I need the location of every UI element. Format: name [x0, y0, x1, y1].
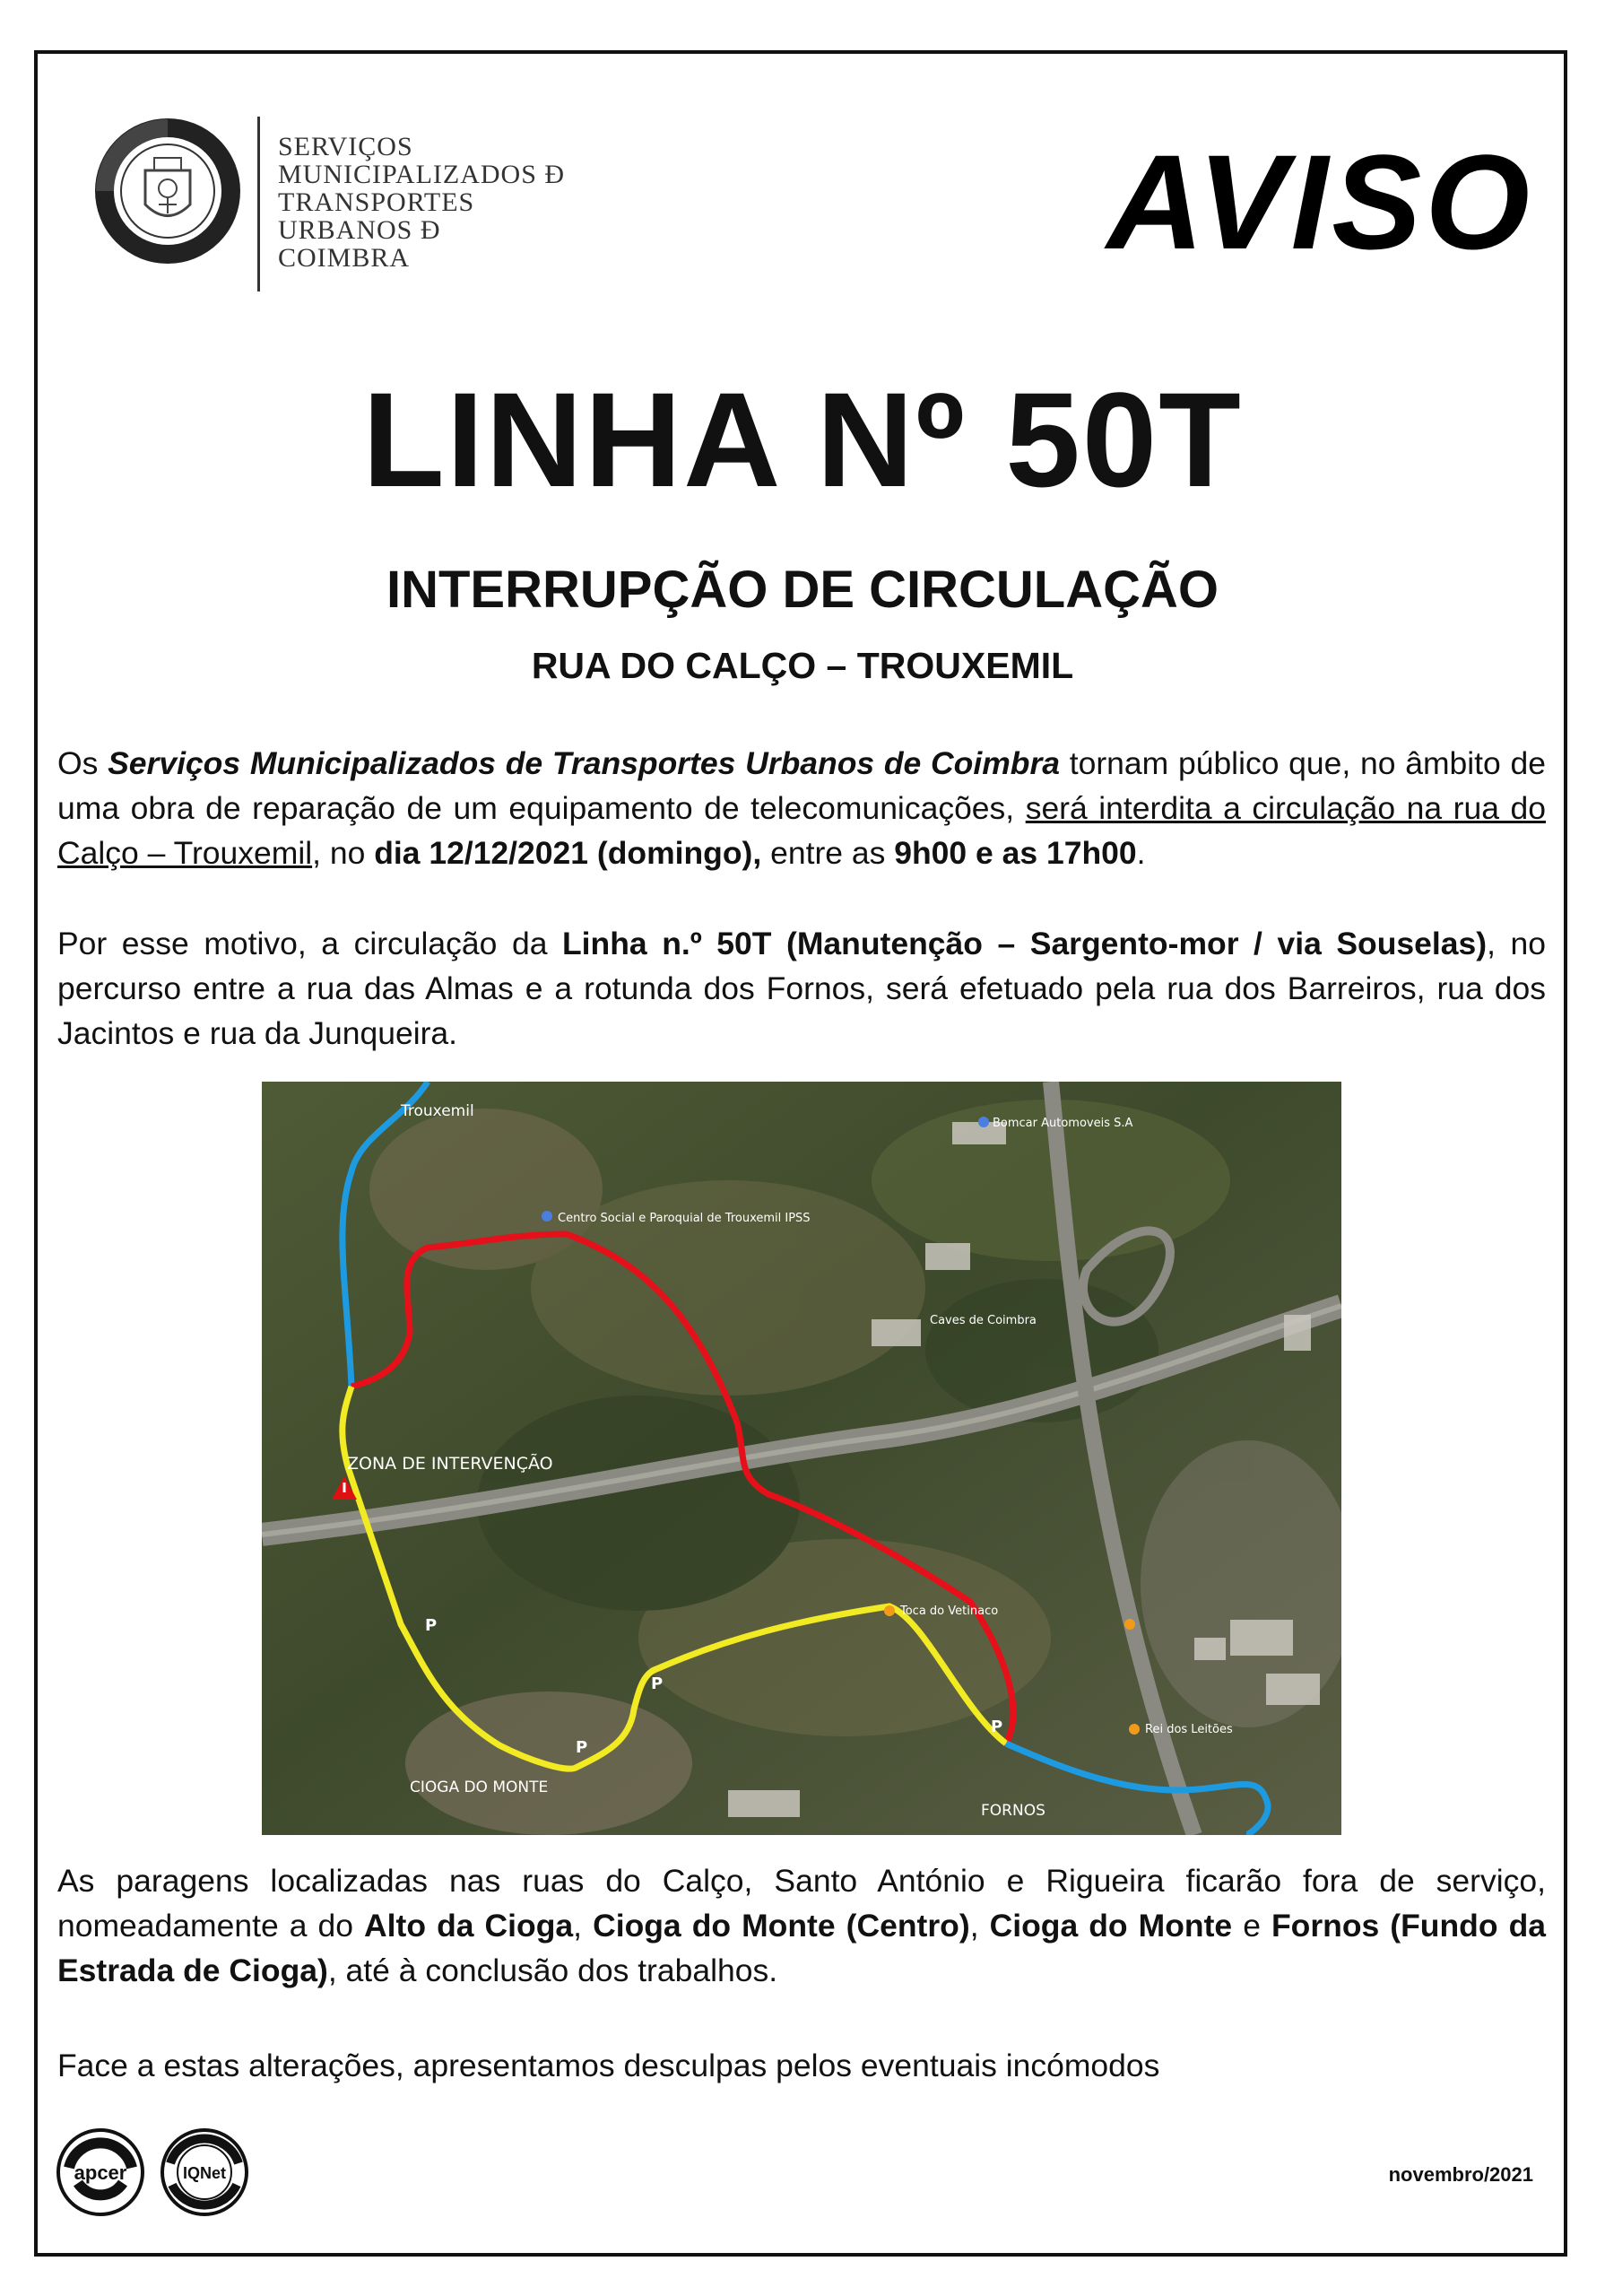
svg-text:P: P [651, 1674, 664, 1693]
svg-text:P: P [425, 1616, 438, 1635]
map-label-cioga: CIOGA DO MONTE [410, 1779, 549, 1796]
svg-text:P: P [576, 1738, 588, 1757]
svg-text:IQNet: IQNet [182, 2164, 227, 2182]
organization-name [278, 133, 565, 272]
detour-paragraph: Por esse motivo, a circulação da Linha n.º 50T (Manutenção – Sargento-mor / via Souselas), no percurso entre a rua das Almas e a rotunda dos Fornos, será efetuado pela rua dos Barreiros, rua dos Jacintos e rua da Junqueira. [57, 926, 1546, 1051]
route-map [262, 1082, 1341, 1835]
map-label-caves: Caves de Coimbra [930, 1314, 1037, 1327]
map-label-centro-social: Centro Social e Paroquial de Trouxemil IPSS [558, 1212, 811, 1225]
map-label-toca: Toca do Vetinaco [900, 1605, 999, 1618]
org-line: URBANOS Đ [278, 215, 441, 245]
svg-text:P: P [991, 1718, 1003, 1736]
map-label-trouxemil: Trouxemil [401, 1102, 474, 1120]
map-label-auto: Bomcar Automoveis S.A [993, 1117, 1133, 1130]
smtuc-logo [91, 115, 244, 267]
location-heading: RUA DO CALÇO – TROUXEMIL [531, 645, 1074, 686]
page-title: LINHA Nº 50T [362, 364, 1243, 515]
map-label-zona: ZONA DE INTERVENÇÃO [347, 1454, 553, 1474]
map-label-leitoes: Rei dos Leitões [1145, 1723, 1233, 1736]
apcer-certification-logo [56, 2127, 145, 2217]
notice-heading: AVISO [1106, 126, 1533, 277]
org-line: COIMBRA [278, 243, 411, 273]
intro-paragraph: Os Serviços Municipalizados de Transportes Urbanos de Coimbra tornam público que, no âmbito de uma obra de reparação de um equipamento de telecomunicações, será interdita a circulação na rua do Calço – Trouxemil, no dia 12/12/2021 (domingo), entre as 9h00 e as 17h00. [57, 745, 1546, 871]
apology-paragraph: Face a estas alterações, apresentamos desculpas pelos eventuais incómodos [57, 2048, 1160, 2083]
svg-text:apcer: apcer [74, 2161, 127, 2184]
page-subtitle: INTERRUPÇÃO DE CIRCULAÇÃO [386, 561, 1219, 619]
org-line: SERVIÇOS [278, 132, 413, 161]
map-label-fornos: FORNOS [981, 1802, 1045, 1820]
org-line: MUNICIPALIZADOS Đ [278, 160, 566, 189]
publication-date: novembro/2021 [1388, 2163, 1533, 2186]
logo-divider [257, 117, 260, 291]
org-line: TRANSPORTES [278, 187, 475, 217]
stops-paragraph: As paragens localizadas nas ruas do Calço, Santo António e Rigueira ficarão fora de serviço, nomeadamente a do Alto da Cioga, Cioga do Monte (Centro), Cioga do Monte e Fornos (Fundo da Estrada de Cioga), até à conclusão dos trabalhos. [57, 1863, 1547, 1988]
iqnet-certification-logo [160, 2127, 249, 2217]
